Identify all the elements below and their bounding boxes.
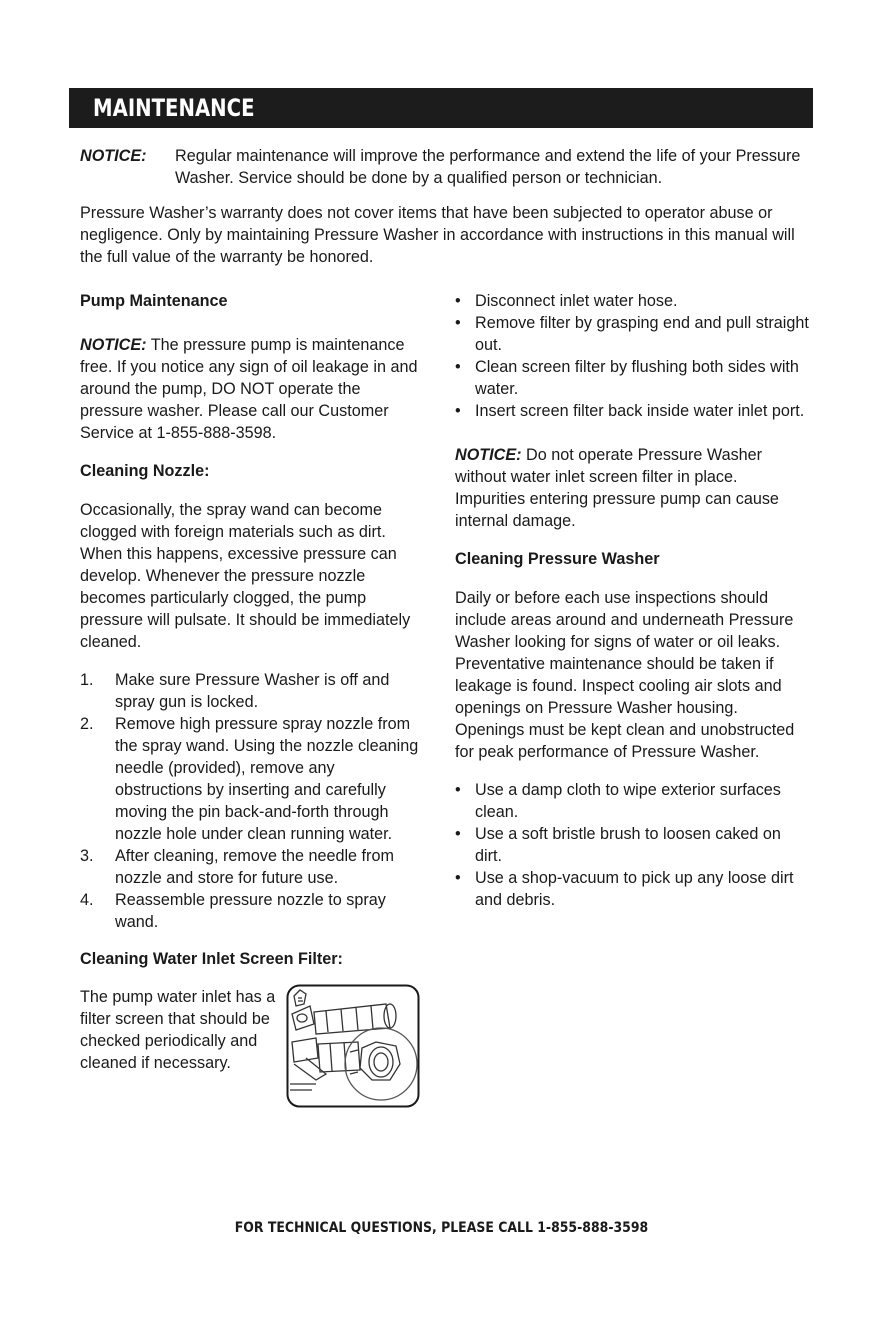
pump-maintenance-heading: Pump Maintenance [80,292,228,310]
list-item [455,400,810,422]
bullet: • [455,781,461,799]
bullet: • [455,358,461,376]
step-number: 2. [80,715,94,733]
list-item [80,713,425,845]
nozzle-intro-paragraph: Occasionally, the spray wand can become clogged with foreign materials such as dirt. When this happens, excessive pressure can develop. Whenever the pressure nozzle becomes particularly clogged, the pump pressure will pulsate. It should be immediately cleaned. [80,501,411,651]
section-banner [69,88,813,128]
bullet-text: Use a shop-vacuum to pick up any loose dirt and debris. [475,869,794,909]
bullet: • [455,869,461,887]
step-text: Reassemble pressure nozzle to spray wand. [115,891,386,931]
warranty-paragraph: Pressure Washer’s warranty does not cover items that have been subjected to operator abuse or negligence. Only by maintaining Pressure Washer in accordance with instructions in this manual will the full value of the warranty be honored. [80,204,795,266]
bullet: • [455,314,461,332]
filter-block [80,986,425,1116]
cleaning-washer-heading: Cleaning Pressure Washer [455,550,660,568]
list-item [455,290,810,312]
pump-notice-label: NOTICE: [80,336,147,354]
list-item [455,779,810,823]
step-text: After cleaning, remove the needle from nozzle and store for future use. [115,847,394,887]
filter-notice-paragraph [455,444,810,532]
bullet-text: Insert screen filter back inside water inlet port. [475,402,805,420]
list-item [80,889,425,933]
step-number: 1. [80,671,94,689]
bullet-text: Disconnect inlet water hose. [475,292,678,310]
filter-heading: Cleaning Water Inlet Screen Filter: [80,950,343,968]
washer-steps-list [455,779,810,911]
nozzle-steps-list [80,669,425,933]
step-text: Remove high pressure spray nozzle from the spray wand. Using the nozzle cleaning needle (provided), remove any obstructions by inserting and carefully moving the pin back-and-forth through nozzle hole under clean running water. [115,715,419,843]
bullet-text: Use a damp cloth to wipe exterior surfaces clean. [475,781,781,821]
list-item [455,312,810,356]
bullet: • [455,402,461,420]
footer-phone-line: FOR TECHNICAL QUESTIONS, PLEASE CALL 1-855-888-3598 [234,1220,649,1236]
washer-paragraph: Daily or before each use inspections should include areas around and underneath Pressure Washer looking for signs of water or oil leaks. Preventative maintenance should be taken if leakage is found. Inspect cooling air slots and openings on Pressure Washer housing. Openings must be kept clean and unobstructed for peak performance of Pressure Washer. [455,589,795,761]
bullet-text: Clean screen filter by flushing both sides with water. [475,358,799,398]
section-title: MAINTENANCE [93,94,255,122]
bullet: • [455,292,461,310]
notice-label: NOTICE: [80,147,147,165]
bullet-text: Use a soft bristle brush to loosen caked on dirt. [475,825,781,865]
inlet-filter-illustration [286,984,420,1108]
filter-paragraph: The pump water inlet has a filter screen that should be checked periodically and cleaned if necessary. [80,988,276,1072]
list-item [455,356,810,400]
list-item [455,823,810,867]
filter-notice-label: NOTICE: [455,446,522,464]
list-item [80,845,425,889]
step-text: Make sure Pressure Washer is off and spray gun is locked. [115,671,390,711]
left-column [80,290,425,1116]
bullet-text: Remove filter by grasping end and pull straight out. [475,314,809,354]
filter-notice-text: Do not operate Pressure Washer without water inlet screen filter in place. Impurities entering pressure pump can cause internal damage. [455,446,779,530]
filter-steps-list [455,290,810,422]
list-item [455,867,810,911]
bullet: • [455,825,461,843]
cleaning-nozzle-heading: Cleaning Nozzle: [80,462,210,480]
pump-notice-paragraph [80,334,425,444]
pump-notice-text: The pressure pump is maintenance free. If you notice any sign of oil leakage in and around the pump, DO NOT operate the pressure washer. Please call our Customer Service at 1-855-888-3598. [80,336,418,442]
step-number: 3. [80,847,94,865]
step-number: 4. [80,891,94,909]
list-item [80,669,425,713]
right-column [455,290,810,911]
notice-text: Regular maintenance will improve the performance and extend the life of your Pressure Washer. Service should be done by a qualified person or technician. [175,147,801,187]
